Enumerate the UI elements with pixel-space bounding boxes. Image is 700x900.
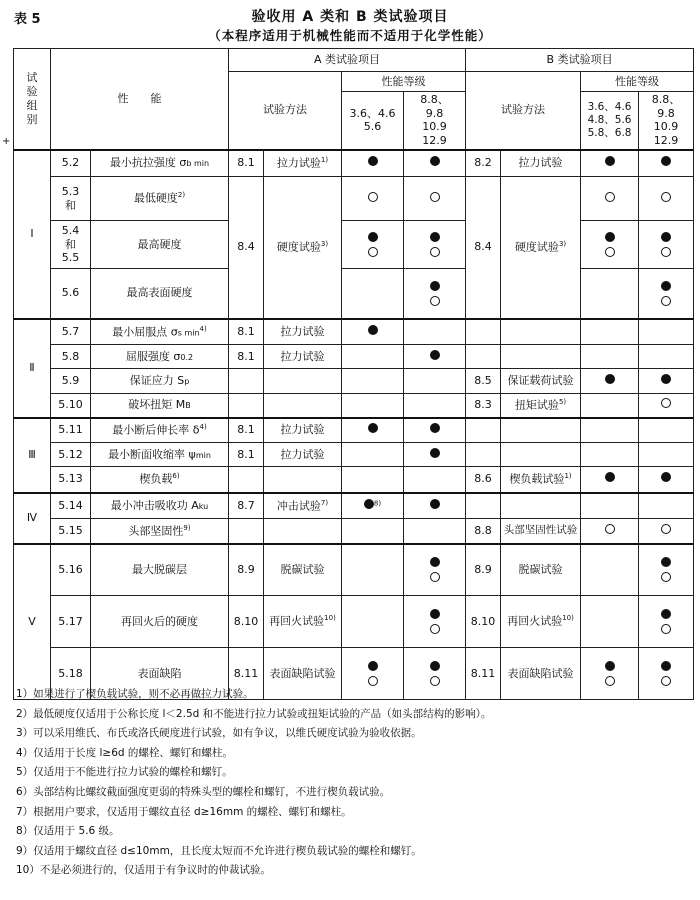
b-grade-high: 8.8、9.8 10.9 12.9 — [639, 92, 694, 150]
b-clause — [466, 319, 501, 345]
b-grade-header: 性能等级 — [581, 72, 694, 92]
b-high-cell — [639, 319, 694, 345]
b-high-cell — [639, 519, 694, 544]
optional-ring-icon — [368, 192, 378, 202]
b-high-cell — [639, 544, 694, 596]
required-dot-icon — [430, 448, 440, 458]
b-high-cell — [639, 345, 694, 369]
optional-ring-icon — [661, 524, 671, 534]
footnote: 7）根据用户要求，仅适用于螺纹直径 d≥16mm 的螺栓、螺钉和螺柱。 — [16, 805, 352, 818]
table-row — [14, 493, 694, 519]
required-dot-icon — [661, 609, 671, 619]
property-name: 最小断后伸长率 $\delta^{4)}$ — [91, 418, 229, 443]
a-clause: 8.1 — [229, 150, 264, 177]
group-label: Ⅱ — [14, 319, 51, 418]
property-name: 破坏扭矩 MB — [91, 394, 229, 418]
b-clause: 8.8 — [466, 519, 501, 544]
a-clause: 8.1 — [229, 443, 264, 467]
margin-mark: + — [2, 136, 11, 147]
a-test-name: 拉力试验 — [264, 319, 342, 345]
footnote: 6）头部结构比螺纹截面强度更弱的特殊头型的螺栓和螺钉，不进行楔负载试验。 — [16, 785, 391, 798]
b-low-cell — [581, 418, 639, 443]
required-dot-icon — [661, 661, 671, 671]
a-test-name: 脱碳试验 — [264, 544, 342, 596]
table-row — [14, 177, 694, 221]
footnote: 1）如果进行了楔负载试验，则不必再做拉力试验。 — [16, 688, 254, 700]
required-dot-icon — [605, 374, 615, 384]
b-test-name: 楔负载试验$^{1)}$ — [501, 467, 581, 493]
b-test-name: 表面缺陷试验 — [501, 648, 581, 700]
clause-number: 5.18 — [51, 648, 91, 700]
b-high-cell — [639, 443, 694, 467]
footnotes — [16, 685, 686, 881]
b-test-name — [501, 493, 581, 519]
required-dot-icon — [661, 281, 671, 291]
required-dot-icon — [605, 232, 615, 242]
a-high-cell — [404, 493, 466, 519]
clause-number: 5.4 和 5.5 — [51, 221, 91, 269]
a-low-cell — [342, 544, 404, 596]
a-low-cell — [342, 418, 404, 443]
property-header: 性 能 — [51, 49, 229, 150]
a-test-name — [264, 467, 342, 493]
a-clause: 8.10 — [229, 596, 264, 648]
b-clause — [466, 493, 501, 519]
b-clause — [466, 443, 501, 467]
table-row — [14, 345, 694, 369]
group-label: Ⅴ — [14, 544, 51, 700]
b-high-cell — [639, 150, 694, 177]
b-test-name — [501, 345, 581, 369]
required-dot-icon — [661, 232, 671, 242]
property-name: 最低硬度$^{2)}$ — [91, 177, 229, 221]
a-clause: 8.7 — [229, 493, 264, 519]
property-name: 最大脱碳层 — [91, 544, 229, 596]
b-clause: 8.2 — [466, 150, 501, 177]
b-test-name — [501, 319, 581, 345]
a-high-cell — [404, 221, 466, 269]
b-low-cell — [581, 493, 639, 519]
required-dot-icon — [430, 423, 440, 433]
table-row — [14, 269, 694, 319]
b-clause — [466, 345, 501, 369]
table-label: 表 5 — [14, 12, 41, 27]
b-low-cell — [581, 519, 639, 544]
table-row — [14, 418, 694, 443]
property-name: 最高表面硬度 — [91, 269, 229, 319]
a-clause: 8.1 — [229, 319, 264, 345]
a-low-cell — [342, 150, 404, 177]
required-dot-icon — [368, 325, 378, 335]
a-high-cell — [404, 519, 466, 544]
a-high-cell — [404, 443, 466, 467]
footnote: 3）可以采用维氏、布氏或洛氏硬度进行试验，如有争议，以维氏硬度试验为验收依据。 — [16, 727, 422, 740]
a-method-header: 试验方法 — [229, 72, 342, 150]
table-row — [14, 596, 694, 648]
table-subtitle: （本程序适用于机械性能而不适用于化学性能） — [208, 28, 492, 43]
b-low-cell — [581, 596, 639, 648]
clause-number: 5.12 — [51, 443, 91, 467]
a-high-cell — [404, 418, 466, 443]
clause-number: 5.9 — [51, 369, 91, 394]
required-dot-icon — [430, 609, 440, 619]
a-low-cell — [342, 345, 404, 369]
a-clause: 8.1 — [229, 345, 264, 369]
footnote: 8）仅适用于 5.6 级。 — [16, 825, 120, 838]
required-dot-icon — [430, 661, 440, 671]
clause-number: 5.2 — [51, 150, 91, 177]
b-high-cell — [639, 418, 694, 443]
a-low-cell — [342, 177, 404, 221]
a-grade-header: 性能等级 — [342, 72, 466, 92]
a-test-name: 拉力试验$^{1)}$ — [264, 150, 342, 177]
b-high-cell — [639, 596, 694, 648]
required-dot-icon — [430, 232, 440, 242]
clause-number: 5.14 — [51, 493, 91, 519]
b-class-header: B 类试验项目 — [466, 49, 694, 72]
required-dot-icon — [605, 156, 615, 166]
b-test-name: 头部坚固性试验 — [501, 519, 581, 544]
b-clause: 8.6 — [466, 467, 501, 493]
clause-number: 5.8 — [51, 345, 91, 369]
b-clause: 8.9 — [466, 544, 501, 596]
property-name: 屈服强度 σ0.2 — [91, 345, 229, 369]
a-low-cell — [342, 319, 404, 345]
optional-ring-icon — [661, 398, 671, 408]
property-name: 头部坚固性$^{9)}$ — [91, 519, 229, 544]
a-low-cell — [342, 596, 404, 648]
clause-number: 5.7 — [51, 319, 91, 345]
b-high-cell — [639, 221, 694, 269]
group-label: Ⅲ — [14, 418, 51, 493]
required-dot-icon — [661, 374, 671, 384]
a-grade-low: 3.6、4.6 5.6 — [342, 92, 404, 150]
clause-number: 5.11 — [51, 418, 91, 443]
property-name: 最小断面收缩率 ψmin — [91, 443, 229, 467]
b-low-cell — [581, 369, 639, 394]
b-clause — [466, 418, 501, 443]
table-row — [14, 544, 694, 596]
a-high-cell — [404, 544, 466, 596]
b-high-cell — [639, 177, 694, 221]
optional-ring-icon — [605, 192, 615, 202]
optional-ring-icon — [430, 572, 440, 582]
b-low-cell — [581, 544, 639, 596]
property-name: 最小冲击吸收功 Aku — [91, 493, 229, 519]
property-name: 表面缺陷 — [91, 648, 229, 700]
b-low-cell — [581, 177, 639, 221]
clause-number: 5.6 — [51, 269, 91, 319]
required-dot-icon — [605, 661, 615, 671]
b-test-name — [501, 443, 581, 467]
a-high-cell — [404, 369, 466, 394]
b-clause: 8.3 — [466, 394, 501, 418]
clause-number: 5.10 — [51, 394, 91, 418]
table-row — [14, 443, 694, 467]
group-header: 试验组别 — [14, 49, 51, 150]
group-label: Ⅰ — [14, 150, 51, 319]
a-clause: 8.11 — [229, 648, 264, 700]
required-dot-icon — [364, 499, 374, 509]
b-high-cell — [639, 369, 694, 394]
optional-ring-icon — [661, 192, 671, 202]
required-dot-icon — [661, 156, 671, 166]
b-clause: 8.4 — [466, 177, 501, 319]
a-test-name — [264, 369, 342, 394]
a-grade-high: 8.8、9.8 10.9 12.9 — [404, 92, 466, 150]
b-high-cell — [639, 269, 694, 319]
b-grade-low: 3.6、4.6 4.8、5.6 5.8、6.8 — [581, 92, 639, 150]
footnote: 4）仅适用于长度 l≥6d 的螺栓、螺钉和螺柱。 — [16, 746, 233, 759]
property-name: 最高硬度 — [91, 221, 229, 269]
b-low-cell — [581, 467, 639, 493]
table-row — [14, 221, 694, 269]
clause-number: 5.16 — [51, 544, 91, 596]
b-high-cell — [639, 394, 694, 418]
required-dot-icon — [430, 350, 440, 360]
test-items-table — [13, 48, 694, 700]
b-clause: 8.5 — [466, 369, 501, 394]
b-test-name: 保证载荷试验 — [501, 369, 581, 394]
table-row — [14, 369, 694, 394]
table-row — [14, 319, 694, 345]
b-high-cell — [639, 467, 694, 493]
b-test-name: 再回火试验$^{10)}$ — [501, 596, 581, 648]
footnote: 2）最低硬度仅适用于公称长度 l＜2.5d 和不能进行拉力试验或扭矩试验的产品（如头部结构的影响）。 — [16, 707, 492, 720]
a-test-name: 拉力试验 — [264, 345, 342, 369]
b-low-cell — [581, 221, 639, 269]
b-test-name — [501, 418, 581, 443]
footnote: 10）不是必须进行的，仅适用于有争议时的仲裁试验。 — [16, 864, 271, 877]
table-row — [14, 394, 694, 418]
b-low-cell — [581, 443, 639, 467]
footnote-ref: 8) — [373, 499, 382, 508]
a-class-header: A 类试验项目 — [229, 49, 466, 72]
a-high-cell — [404, 467, 466, 493]
a-high-cell — [404, 319, 466, 345]
a-low-cell — [342, 519, 404, 544]
required-dot-icon — [430, 499, 440, 509]
a-high-cell — [404, 150, 466, 177]
b-low-cell — [581, 150, 639, 177]
b-low-cell — [581, 319, 639, 345]
optional-ring-icon — [605, 524, 615, 534]
required-dot-icon — [430, 281, 440, 291]
b-test-name: 脱碳试验 — [501, 544, 581, 596]
b-test-name: 硬度试验$^{3)}$ — [501, 177, 581, 319]
required-dot-icon — [368, 661, 378, 671]
a-low-cell — [342, 369, 404, 394]
a-test-name: 拉力试验 — [264, 443, 342, 467]
table-row — [14, 150, 694, 177]
property-name: 保证应力 Sp — [91, 369, 229, 394]
a-clause — [229, 467, 264, 493]
a-low-cell — [342, 443, 404, 467]
b-high-cell — [639, 493, 694, 519]
clause-number: 5.17 — [51, 596, 91, 648]
a-low-cell — [342, 467, 404, 493]
a-high-cell — [404, 596, 466, 648]
a-test-name — [264, 519, 342, 544]
a-test-name: 表面缺陷试验 — [264, 648, 342, 700]
property-name: 再回火后的硬度 — [91, 596, 229, 648]
required-dot-icon — [661, 557, 671, 567]
table-row — [14, 467, 694, 493]
optional-ring-icon — [430, 624, 440, 634]
optional-ring-icon — [430, 296, 440, 306]
a-high-cell — [404, 394, 466, 418]
table-title: 验收用 A 类和 B 类试验项目 — [251, 9, 449, 25]
clause-number: 5.13 — [51, 467, 91, 493]
required-dot-icon — [368, 423, 378, 433]
optional-ring-icon — [430, 247, 440, 257]
b-clause: 8.11 — [466, 648, 501, 700]
a-low-cell — [342, 221, 404, 269]
a-clause: 8.1 — [229, 418, 264, 443]
b-method-header: 试验方法 — [466, 72, 581, 150]
property-name: 楔负载$^{6)}$ — [91, 467, 229, 493]
group-label: Ⅳ — [14, 493, 51, 544]
a-high-cell — [404, 345, 466, 369]
b-test-name: 拉力试验 — [501, 150, 581, 177]
a-test-name: 再回火试验$^{10)}$ — [264, 596, 342, 648]
a-test-name: 拉力试验 — [264, 418, 342, 443]
optional-ring-icon — [661, 247, 671, 257]
a-clause — [229, 519, 264, 544]
optional-ring-icon — [605, 247, 615, 257]
optional-ring-icon — [430, 192, 440, 202]
a-low-cell — [342, 493, 404, 519]
required-dot-icon — [661, 472, 671, 482]
b-clause: 8.10 — [466, 596, 501, 648]
a-high-cell — [404, 269, 466, 319]
optional-ring-icon — [661, 624, 671, 634]
a-clause — [229, 394, 264, 418]
b-test-name: 扭矩试验$^{5)}$ — [501, 394, 581, 418]
b-low-cell — [581, 269, 639, 319]
a-low-cell — [342, 269, 404, 319]
clause-number: 5.3 和 — [51, 177, 91, 221]
optional-ring-icon — [368, 247, 378, 257]
footnote: 9）仅适用于螺纹直径 d≤10mm，且长度太短而不允许进行楔负载试验的螺栓和螺钉。 — [16, 844, 422, 857]
a-clause — [229, 369, 264, 394]
b-low-cell — [581, 394, 639, 418]
clause-number: 5.15 — [51, 519, 91, 544]
required-dot-icon — [430, 557, 440, 567]
a-clause: 8.4 — [229, 177, 264, 319]
required-dot-icon — [430, 156, 440, 166]
b-low-cell — [581, 345, 639, 369]
property-name: 最小屈服点 σs $\min^{4)}$ — [91, 319, 229, 345]
a-test-name — [264, 394, 342, 418]
required-dot-icon — [605, 472, 615, 482]
footnote: 5）仅适用于不能进行拉力试验的螺栓和螺钉。 — [16, 766, 233, 779]
required-dot-icon — [368, 232, 378, 242]
optional-ring-icon — [661, 572, 671, 582]
a-test-name: 冲击试验$^{7)}$ — [264, 493, 342, 519]
a-high-cell — [404, 177, 466, 221]
table-row — [14, 519, 694, 544]
optional-ring-icon — [661, 296, 671, 306]
a-clause: 8.9 — [229, 544, 264, 596]
property-name: 最小抗拉强度 σb min — [91, 150, 229, 177]
required-dot-icon — [368, 156, 378, 166]
a-test-name: 硬度试验$^{3)}$ — [264, 177, 342, 319]
a-low-cell — [342, 394, 404, 418]
